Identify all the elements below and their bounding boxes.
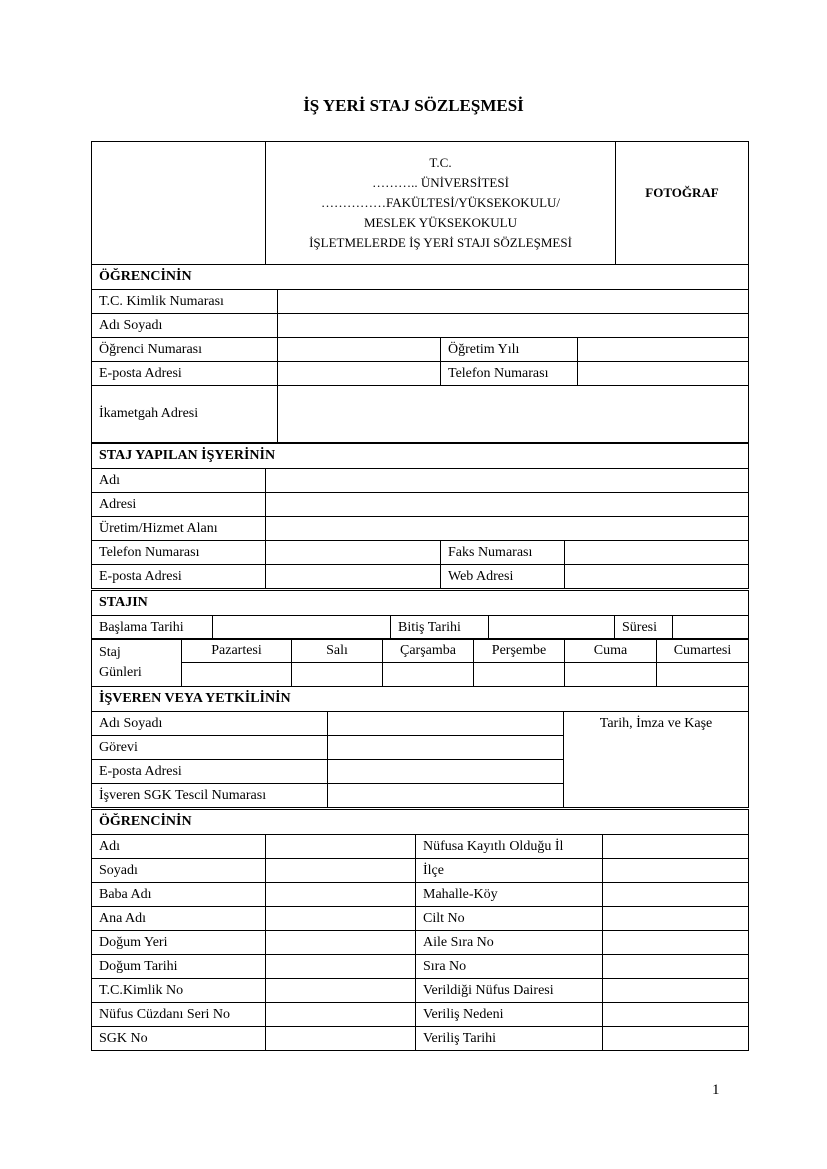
- duration-field[interactable]: [673, 616, 749, 640]
- registry-left-label: Doğum Yeri: [92, 931, 266, 955]
- academic-year-label: Öğretim Yılı: [441, 338, 578, 362]
- academic-year-field[interactable]: [578, 338, 749, 362]
- registry-left-label: T.C.Kimlik No: [92, 979, 266, 1003]
- employer-section-heading: İŞVEREN VEYA YETKİLİNİN: [92, 687, 749, 712]
- header-line-tc: T.C.: [429, 155, 452, 170]
- day-friday-label: Cuma: [565, 639, 657, 663]
- registry-left-field[interactable]: [266, 955, 416, 979]
- student-no-field[interactable]: [278, 338, 441, 362]
- student-email-label: E-posta Adresi: [92, 362, 278, 386]
- student-no-label: Öğrenci Numarası: [92, 338, 278, 362]
- name-field[interactable]: [278, 314, 749, 338]
- days-label: [92, 639, 182, 687]
- workplace-field-label: Üretim/Hizmet Alanı: [92, 517, 266, 541]
- employer-sgk-label: İşveren SGK Tescil Numarası: [92, 784, 328, 808]
- registry-left-field[interactable]: [266, 859, 416, 883]
- registry-right-field[interactable]: [603, 955, 749, 979]
- day-wednesday-field[interactable]: [383, 663, 474, 687]
- registry-right-field[interactable]: [603, 835, 749, 859]
- name-label: Adı Soyadı: [92, 314, 278, 338]
- registry-left-field[interactable]: [266, 835, 416, 859]
- registry-row: [92, 835, 749, 859]
- registry-left-field[interactable]: [266, 979, 416, 1003]
- registry-row: [92, 883, 749, 907]
- internship-table: [91, 590, 749, 640]
- signature-box[interactable]: Tarih, İmza ve Kaşe: [564, 712, 749, 808]
- registry-left-field[interactable]: [266, 883, 416, 907]
- employer-name-field[interactable]: [328, 712, 564, 736]
- workplace-phone-label: Telefon Numarası: [92, 541, 266, 565]
- registry-left-field[interactable]: [266, 1003, 416, 1027]
- workplace-web-label: Web Adresi: [441, 565, 565, 589]
- internship-section-heading: STAJIN: [92, 591, 749, 616]
- tc-no-field[interactable]: [278, 290, 749, 314]
- day-thursday-field[interactable]: [474, 663, 565, 687]
- registry-row: [92, 1003, 749, 1027]
- days-label-line1: Staj: [99, 644, 121, 660]
- workplace-web-field[interactable]: [565, 565, 749, 589]
- workplace-field-field[interactable]: [266, 517, 749, 541]
- registry-left-label: SGK No: [92, 1027, 266, 1051]
- logo-area: [92, 142, 266, 265]
- workplace-email-field[interactable]: [266, 565, 441, 589]
- registry-row: [92, 1027, 749, 1051]
- start-date-field[interactable]: [213, 616, 391, 640]
- workplace-phone-field[interactable]: [266, 541, 441, 565]
- registry-table: [91, 809, 749, 1051]
- day-thursday-label: Perşembe: [474, 639, 565, 663]
- employer-position-label: Görevi: [92, 736, 328, 760]
- workplace-fax-label: Faks Numarası: [441, 541, 565, 565]
- registry-right-field[interactable]: [603, 883, 749, 907]
- header-line-faculty: ……………FAKÜLTESİ/YÜKSEKOKULU/: [320, 195, 561, 210]
- day-monday-field[interactable]: [182, 663, 292, 687]
- workplace-email-label: E-posta Adresi: [92, 565, 266, 589]
- workplace-address-label: Adresi: [92, 493, 266, 517]
- registry-left-field[interactable]: [266, 907, 416, 931]
- registry-right-label: Cilt No: [416, 907, 603, 931]
- header-line-agreement: İŞLETMELERDE İŞ YERİ STAJI SÖZLEŞMESİ: [309, 235, 572, 250]
- address-field[interactable]: [278, 386, 749, 443]
- duration-label: Süresi: [615, 616, 673, 640]
- student-phone-label: Telefon Numarası: [441, 362, 578, 386]
- registry-right-label: İlçe: [416, 859, 603, 883]
- registry-row: [92, 979, 749, 1003]
- registry-right-field[interactable]: [603, 931, 749, 955]
- institution-header: [266, 142, 616, 265]
- header-line-university: ……….. ÜNİVERSİTESİ: [372, 175, 509, 190]
- days-table: [91, 638, 749, 687]
- employer-name-label: Adı Soyadı: [92, 712, 328, 736]
- page-number: 1: [712, 1082, 720, 1098]
- registry-left-label: Baba Adı: [92, 883, 266, 907]
- address-label: İkametgah Adresi: [92, 386, 278, 443]
- workplace-table: [91, 443, 749, 589]
- workplace-name-field[interactable]: [266, 469, 749, 493]
- tc-no-label: T.C. Kimlik Numarası: [92, 290, 278, 314]
- registry-right-field[interactable]: [603, 1003, 749, 1027]
- registry-right-label: Aile Sıra No: [416, 931, 603, 955]
- registry-right-field[interactable]: [603, 1027, 749, 1051]
- day-friday-field[interactable]: [565, 663, 657, 687]
- registry-left-label: Adı: [92, 835, 266, 859]
- registry-right-label: Mahalle-Köy: [416, 883, 603, 907]
- registry-left-field[interactable]: [266, 1027, 416, 1051]
- registry-row: [92, 955, 749, 979]
- day-monday-label: Pazartesi: [182, 639, 292, 663]
- employer-email-field[interactable]: [328, 760, 564, 784]
- workplace-name-label: Adı: [92, 469, 266, 493]
- employer-email-label: E-posta Adresi: [92, 760, 328, 784]
- registry-row: [92, 931, 749, 955]
- workplace-fax-field[interactable]: [565, 541, 749, 565]
- photo-box[interactable]: FOTOĞRAF: [616, 142, 749, 265]
- registry-right-label: Veriliş Tarihi: [416, 1027, 603, 1051]
- end-date-field[interactable]: [489, 616, 615, 640]
- days-label-line2: Günleri: [99, 664, 142, 680]
- registry-row: [92, 859, 749, 883]
- registry-right-field[interactable]: [603, 859, 749, 883]
- workplace-address-field[interactable]: [266, 493, 749, 517]
- registry-left-label: Nüfus Cüzdanı Seri No: [92, 1003, 266, 1027]
- registry-left-label: Soyadı: [92, 859, 266, 883]
- student-section-heading: ÖĞRENCİNİN: [92, 265, 749, 290]
- day-tuesday-field[interactable]: [292, 663, 383, 687]
- student-email-field[interactable]: [278, 362, 441, 386]
- registry-left-field[interactable]: [266, 931, 416, 955]
- registry-left-label: Ana Adı: [92, 907, 266, 931]
- registry-right-label: Sıra No: [416, 955, 603, 979]
- workplace-section-heading: STAJ YAPILAN İŞYERİNİN: [92, 444, 749, 469]
- registry-right-field[interactable]: [603, 907, 749, 931]
- day-tuesday-label: Salı: [292, 639, 383, 663]
- header-table: [91, 141, 749, 265]
- registry-right-field[interactable]: [603, 979, 749, 1003]
- day-saturday-field[interactable]: [657, 663, 749, 687]
- day-saturday-label: Cumartesi: [657, 639, 749, 663]
- registry-row: [92, 907, 749, 931]
- employer-position-field[interactable]: [328, 736, 564, 760]
- end-date-label: Bitiş Tarihi: [391, 616, 489, 640]
- start-date-label: Başlama Tarihi: [92, 616, 213, 640]
- header-line-vocational: MESLEK YÜKSEKOKULU: [364, 215, 517, 230]
- document-title: İŞ YERİ STAJ SÖZLEŞMESİ: [303, 96, 524, 115]
- employer-table: [91, 686, 749, 808]
- registry-right-label: Nüfusa Kayıtlı Olduğu İl: [416, 835, 603, 859]
- registry-right-label: Verildiği Nüfus Dairesi: [416, 979, 603, 1003]
- day-wednesday-label: Çarşamba: [383, 639, 474, 663]
- registry-left-label: Doğum Tarihi: [92, 955, 266, 979]
- registry-right-label: Veriliş Nedeni: [416, 1003, 603, 1027]
- student-table: [91, 264, 749, 443]
- student-phone-field[interactable]: [578, 362, 749, 386]
- registry-section-heading: ÖĞRENCİNİN: [92, 810, 749, 835]
- employer-sgk-field[interactable]: [328, 784, 564, 808]
